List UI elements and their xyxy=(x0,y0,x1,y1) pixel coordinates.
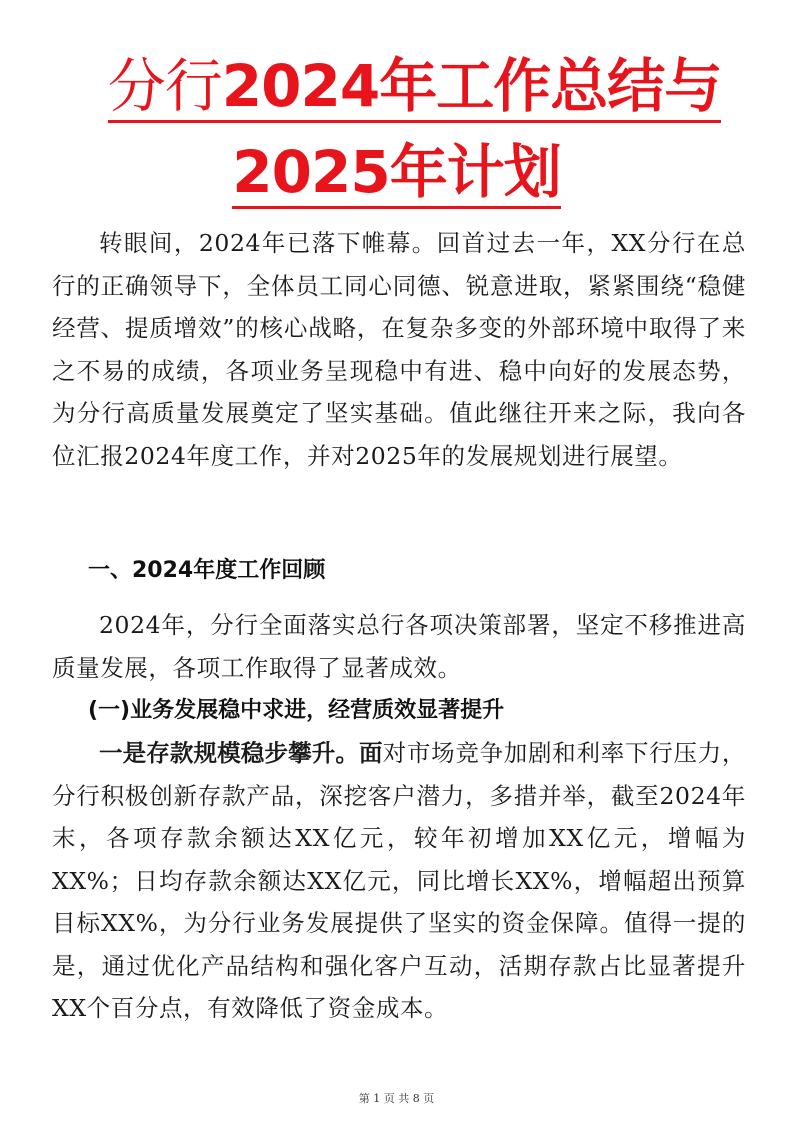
point-paragraph xyxy=(52,732,746,1030)
point-lead: 一是存款规模稳步攀升。面 xyxy=(99,739,383,767)
document-title-line1 xyxy=(0,54,793,123)
section-heading: 一、2024年度工作回顾 xyxy=(88,558,326,583)
title-line1-text: 2024年工作总结与 xyxy=(221,52,722,120)
document-title-line2 xyxy=(0,140,793,209)
title-prefix: 分行 xyxy=(107,52,222,120)
title-line1-underline xyxy=(108,54,721,123)
intro-paragraph: 转眼间，2024年已落下帷幕。回首过去一年，XX分行在总行的正确领导下，全体员工同心同德、锐意进取，紧紧围绕“稳健经营、提质增效”的核心战略，在复杂多变的外部环境中取得了来之不易的成绩，各项业务呈现稳中有进、稳中向好的发展态势，为分行高质量发展奠定了坚实基础。值此继往开来之际，我向各位汇报2024年度工作，并对2025年的发展规划进行展望。 xyxy=(52,229,746,470)
page-footer: 第 1 页 共 8 页 xyxy=(358,1092,435,1105)
title-line2-text: 2025年计划 xyxy=(232,140,560,209)
point-text: 对市场竞争加剧和利率下行压力，分行积极创新存款产品，深挖客户潜力，多措并举，截至2024年末，各项存款余额达XX亿元，较年初增加XX亿元，增幅为XX%；日均存款余额达XX亿元，同比增长XX%，增幅超出预算目标XX%，为分行业务发展提供了坚实的资金保障。值得一提的是，通过优化产品结构和强化客户互动，活期存款占比显著提升XX个百分点，有效降低了资金成本。 xyxy=(52,739,747,1022)
subsection-heading: (一)业务发展稳中求进，经营质效显著提升 xyxy=(88,698,505,723)
section-intro-paragraph: 2024年，分行全面落实总行各项决策部署，坚定不移推进高质量发展，各项工作取得了显著成效。 xyxy=(52,611,746,682)
